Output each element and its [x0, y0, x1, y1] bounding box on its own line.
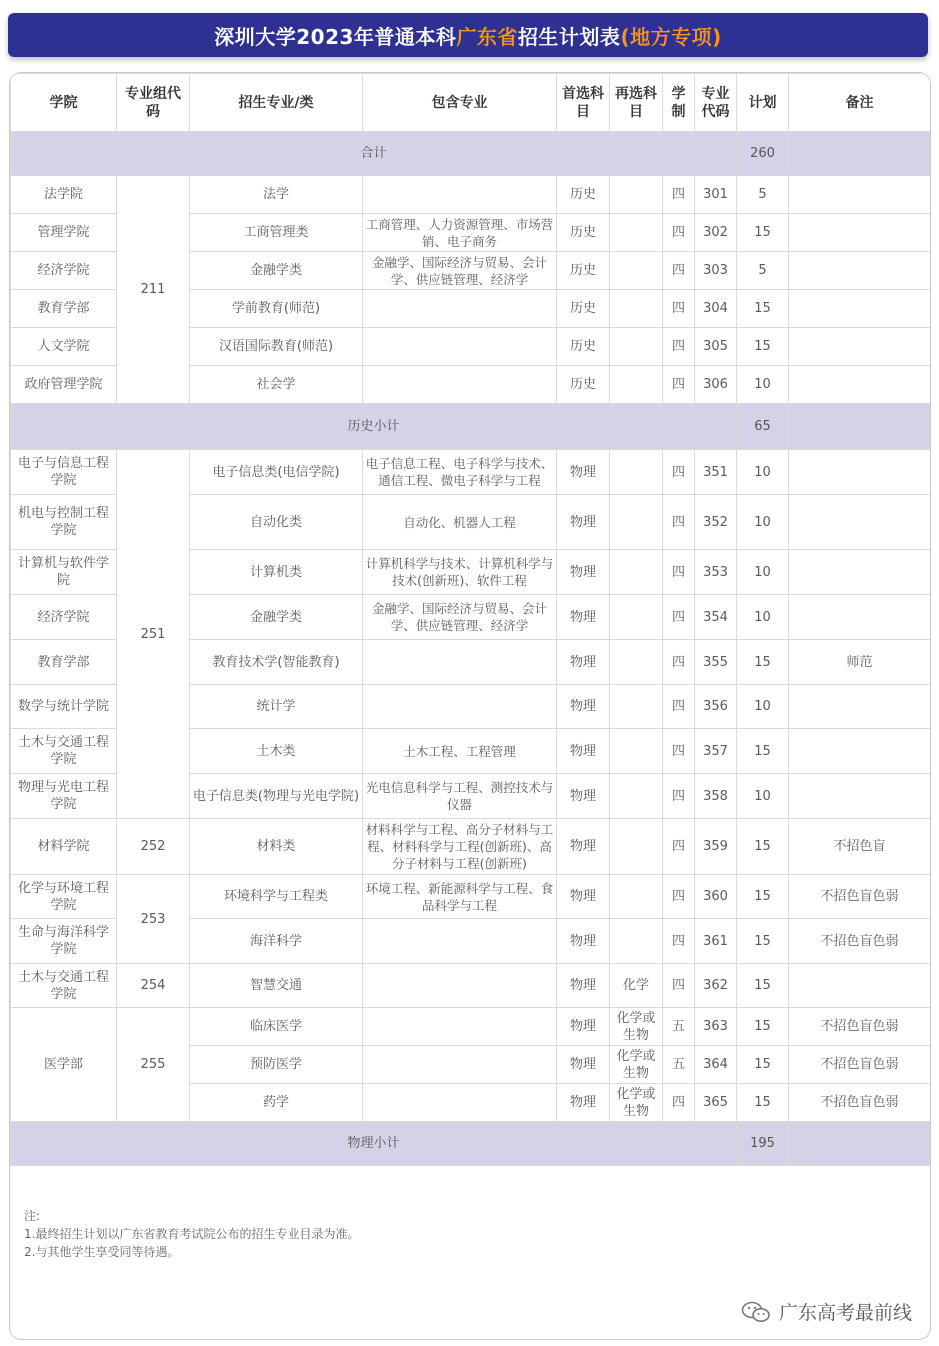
major: 统计学: [190, 685, 363, 729]
subtotal-label: 历史小计: [11, 404, 737, 450]
college: 电子与信息工程学院: [11, 450, 117, 495]
includes: [363, 1008, 557, 1046]
college: 经济学院: [11, 252, 117, 290]
note: 不招色盲色弱: [789, 1084, 931, 1122]
watermark: [741, 1298, 912, 1325]
group-code: 253: [117, 875, 190, 964]
major-code: 354: [695, 595, 737, 640]
years: 四: [663, 729, 695, 774]
college: 医学部: [11, 1008, 117, 1122]
includes: [363, 328, 557, 366]
note: [789, 176, 931, 214]
major-code: 360: [695, 875, 737, 919]
first-subject: 物理: [557, 1046, 610, 1084]
table-row: [11, 819, 931, 875]
major: 预防医学: [190, 1046, 363, 1084]
plan: 15: [737, 328, 789, 366]
years: 四: [663, 550, 695, 595]
subtotal-plan: 65: [737, 404, 789, 450]
group-code: 252: [117, 819, 190, 875]
col-header: 首选科目: [557, 74, 610, 132]
years: 四: [663, 176, 695, 214]
college: 政府管理学院: [11, 366, 117, 404]
plan: 10: [737, 366, 789, 404]
second-subject: 化学: [610, 964, 663, 1008]
college: 计算机与软件学院: [11, 550, 117, 595]
second-subject: [610, 685, 663, 729]
college: 机电与控制工程学院: [11, 495, 117, 550]
second-subject: [610, 595, 663, 640]
note: [789, 685, 931, 729]
subtotal-plan: 195: [737, 1122, 789, 1166]
major-code: 356: [695, 685, 737, 729]
plan: 15: [737, 1084, 789, 1122]
includes: [363, 964, 557, 1008]
note: [789, 214, 931, 252]
second-subject: [610, 328, 663, 366]
major-code: 364: [695, 1046, 737, 1084]
wechat-icon: [741, 1301, 771, 1323]
total-row: [11, 132, 931, 176]
note: [789, 595, 931, 640]
second-subject: [610, 450, 663, 495]
second-subject: [610, 919, 663, 964]
years: 四: [663, 640, 695, 685]
col-header: 计划: [737, 74, 789, 132]
major-code: 302: [695, 214, 737, 252]
plan: 15: [737, 1046, 789, 1084]
years: 四: [663, 450, 695, 495]
col-header: 专业代码: [695, 74, 737, 132]
first-subject: 物理: [557, 685, 610, 729]
total-plan: 260: [737, 132, 789, 176]
major: 自动化类: [190, 495, 363, 550]
major-code: 304: [695, 290, 737, 328]
plan-table-card: [9, 72, 931, 1340]
note: 不招色盲色弱: [789, 919, 931, 964]
major-code: 303: [695, 252, 737, 290]
second-subject: [610, 819, 663, 875]
major: 电子信息类(物理与光电学院): [190, 774, 363, 819]
table-row: [11, 964, 931, 1008]
major-code: 357: [695, 729, 737, 774]
second-subject: [610, 640, 663, 685]
college: 土木与交通工程学院: [11, 729, 117, 774]
includes: 计算机科学与技术、计算机科学与技术(创新班)、软件工程: [363, 550, 557, 595]
second-subject: 化学或生物: [610, 1046, 663, 1084]
major-code: 353: [695, 550, 737, 595]
note: 不招色盲色弱: [789, 1046, 931, 1084]
major: 临床医学: [190, 1008, 363, 1046]
first-subject: 物理: [557, 1008, 610, 1046]
first-subject: 历史: [557, 328, 610, 366]
note: [789, 366, 931, 404]
note: [789, 328, 931, 366]
college: 化学与环境工程学院: [11, 875, 117, 919]
years: 四: [663, 774, 695, 819]
first-subject: 历史: [557, 252, 610, 290]
major-code: 362: [695, 964, 737, 1008]
major: 工商管理类: [190, 214, 363, 252]
group-code: 254: [117, 964, 190, 1008]
includes: 环境工程、新能源科学与工程、食品科学与工程: [363, 875, 557, 919]
major: 材料类: [190, 819, 363, 875]
col-header: 备注: [789, 74, 931, 132]
college: 生命与海洋科学学院: [11, 919, 117, 964]
major-code: 301: [695, 176, 737, 214]
plan: 15: [737, 214, 789, 252]
first-subject: 物理: [557, 875, 610, 919]
major: 计算机类: [190, 550, 363, 595]
col-header: 再选科目: [610, 74, 663, 132]
includes: 自动化、机器人工程: [363, 495, 557, 550]
includes: [363, 1046, 557, 1084]
years: 四: [663, 819, 695, 875]
note: [789, 450, 931, 495]
first-subject: 物理: [557, 819, 610, 875]
major-code: 363: [695, 1008, 737, 1046]
major: 学前教育(师范): [190, 290, 363, 328]
enrollment-plan-table: [10, 73, 931, 1166]
major-code: 361: [695, 919, 737, 964]
first-subject: 物理: [557, 964, 610, 1008]
years: 四: [663, 214, 695, 252]
notes-section: [24, 1207, 359, 1261]
table-row: [11, 450, 931, 495]
college: 教育学部: [11, 640, 117, 685]
major-code: 358: [695, 774, 737, 819]
years: 四: [663, 495, 695, 550]
plan: 15: [737, 919, 789, 964]
note: 师范: [789, 640, 931, 685]
plan: 10: [737, 550, 789, 595]
includes: 金融学、国际经济与贸易、会计学、供应链管理、经济学: [363, 252, 557, 290]
major: 金融学类: [190, 595, 363, 640]
includes: 光电信息科学与工程、测控技术与仪器: [363, 774, 557, 819]
first-subject: 物理: [557, 450, 610, 495]
note: [789, 774, 931, 819]
note: [789, 729, 931, 774]
includes: [363, 1084, 557, 1122]
first-subject: 物理: [557, 1084, 610, 1122]
second-subject: [610, 495, 663, 550]
group-code: 211: [117, 176, 190, 404]
years: 四: [663, 964, 695, 1008]
history-subtotal-row: [11, 404, 931, 450]
notes-label: 注:: [24, 1209, 41, 1223]
years: 五: [663, 1008, 695, 1046]
major: 汉语国际教育(师范): [190, 328, 363, 366]
total-label: 合计: [11, 132, 737, 176]
major-code: 306: [695, 366, 737, 404]
first-subject: 历史: [557, 366, 610, 404]
group-code: 255: [117, 1008, 190, 1122]
major: 土木类: [190, 729, 363, 774]
includes: [363, 685, 557, 729]
includes: 土木工程、工程管理: [363, 729, 557, 774]
years: 四: [663, 1084, 695, 1122]
plan: 5: [737, 176, 789, 214]
subtotal-label: 物理小计: [11, 1122, 737, 1166]
note: [789, 550, 931, 595]
college: 经济学院: [11, 595, 117, 640]
watermark-text: 广东高考最前线: [778, 1302, 912, 1324]
group-code: 251: [117, 450, 190, 819]
first-subject: 物理: [557, 729, 610, 774]
second-subject: 化学或生物: [610, 1008, 663, 1046]
second-subject: [610, 729, 663, 774]
college: 教育学部: [11, 290, 117, 328]
first-subject: 物理: [557, 550, 610, 595]
col-header: 招生专业/类: [190, 74, 363, 132]
plan: 15: [737, 875, 789, 919]
includes: 电子信息工程、电子科学与技术、通信工程、微电子科学与工程: [363, 450, 557, 495]
second-subject: [610, 252, 663, 290]
major: 环境科学与工程类: [190, 875, 363, 919]
plan: 10: [737, 495, 789, 550]
plan: 5: [737, 252, 789, 290]
title-banner: [8, 13, 928, 57]
major-code: 352: [695, 495, 737, 550]
col-header: 包含专业: [363, 74, 557, 132]
years: 四: [663, 328, 695, 366]
plan: 10: [737, 774, 789, 819]
years: 五: [663, 1046, 695, 1084]
includes: 材料科学与工程、高分子材料与工程、材料科学与工程(创新班)、高分子材料与工程(创新班): [363, 819, 557, 875]
physics-subtotal-row: [11, 1122, 931, 1166]
years: 四: [663, 685, 695, 729]
years: 四: [663, 919, 695, 964]
note: 不招色盲色弱: [789, 1008, 931, 1046]
includes: [363, 919, 557, 964]
college: 数学与统计学院: [11, 685, 117, 729]
first-subject: 物理: [557, 919, 610, 964]
second-subject: [610, 214, 663, 252]
second-subject: [610, 875, 663, 919]
plan: 10: [737, 685, 789, 729]
plan: 15: [737, 729, 789, 774]
table-row: [11, 176, 931, 214]
major-code: 351: [695, 450, 737, 495]
col-header: 学院: [11, 74, 117, 132]
college: 物理与光电工程学院: [11, 774, 117, 819]
years: 四: [663, 875, 695, 919]
second-subject: [610, 550, 663, 595]
plan: 15: [737, 290, 789, 328]
includes: [363, 640, 557, 685]
note: [789, 495, 931, 550]
first-subject: 历史: [557, 214, 610, 252]
major-code: 365: [695, 1084, 737, 1122]
plan: 10: [737, 450, 789, 495]
plan: 15: [737, 640, 789, 685]
includes: [363, 366, 557, 404]
second-subject: [610, 774, 663, 819]
note: [789, 964, 931, 1008]
plan: 15: [737, 1008, 789, 1046]
college: 人文学院: [11, 328, 117, 366]
major-code: 355: [695, 640, 737, 685]
col-header: 专业组代码: [117, 74, 190, 132]
table-row: [11, 1008, 931, 1046]
years: 四: [663, 252, 695, 290]
plan: 10: [737, 595, 789, 640]
note: 不招色盲色弱: [789, 875, 931, 919]
first-subject: 历史: [557, 176, 610, 214]
years: 四: [663, 595, 695, 640]
first-subject: 物理: [557, 774, 610, 819]
includes: 金融学、国际经济与贸易、会计学、供应链管理、经济学: [363, 595, 557, 640]
second-subject: 化学或生物: [610, 1084, 663, 1122]
college: 管理学院: [11, 214, 117, 252]
note-line: 1.最终招生计划以广东省教育考试院公布的招生专业目录为准。: [24, 1227, 360, 1241]
second-subject: [610, 366, 663, 404]
note-line: 2.与其他学生享受同等待遇。: [24, 1245, 180, 1259]
note: 不招色盲: [789, 819, 931, 875]
years: 四: [663, 366, 695, 404]
major: 教育技术学(智能教育): [190, 640, 363, 685]
second-subject: [610, 290, 663, 328]
first-subject: 物理: [557, 495, 610, 550]
years: 四: [663, 290, 695, 328]
major: 海洋科学: [190, 919, 363, 964]
note: [789, 290, 931, 328]
major-code: 305: [695, 328, 737, 366]
plan: 15: [737, 964, 789, 1008]
first-subject: 物理: [557, 640, 610, 685]
first-subject: 历史: [557, 290, 610, 328]
table-row: [11, 875, 931, 919]
col-header: 学制: [663, 74, 695, 132]
includes: [363, 290, 557, 328]
college: 材料学院: [11, 819, 117, 875]
includes: [363, 176, 557, 214]
note: [789, 252, 931, 290]
plan: 15: [737, 819, 789, 875]
second-subject: [610, 176, 663, 214]
major: 社会学: [190, 366, 363, 404]
major-code: 359: [695, 819, 737, 875]
first-subject: 物理: [557, 595, 610, 640]
college: 法学院: [11, 176, 117, 214]
major: 药学: [190, 1084, 363, 1122]
major: 智慧交通: [190, 964, 363, 1008]
major: 法学: [190, 176, 363, 214]
header-row: [11, 74, 931, 132]
includes: 工商管理、人力资源管理、市场营销、电子商务: [363, 214, 557, 252]
major: 金融学类: [190, 252, 363, 290]
page-title: 深圳大学2023年普通本科广东省招生计划表(地方专项): [214, 24, 722, 49]
major: 电子信息类(电信学院): [190, 450, 363, 495]
college: 土木与交通工程学院: [11, 964, 117, 1008]
